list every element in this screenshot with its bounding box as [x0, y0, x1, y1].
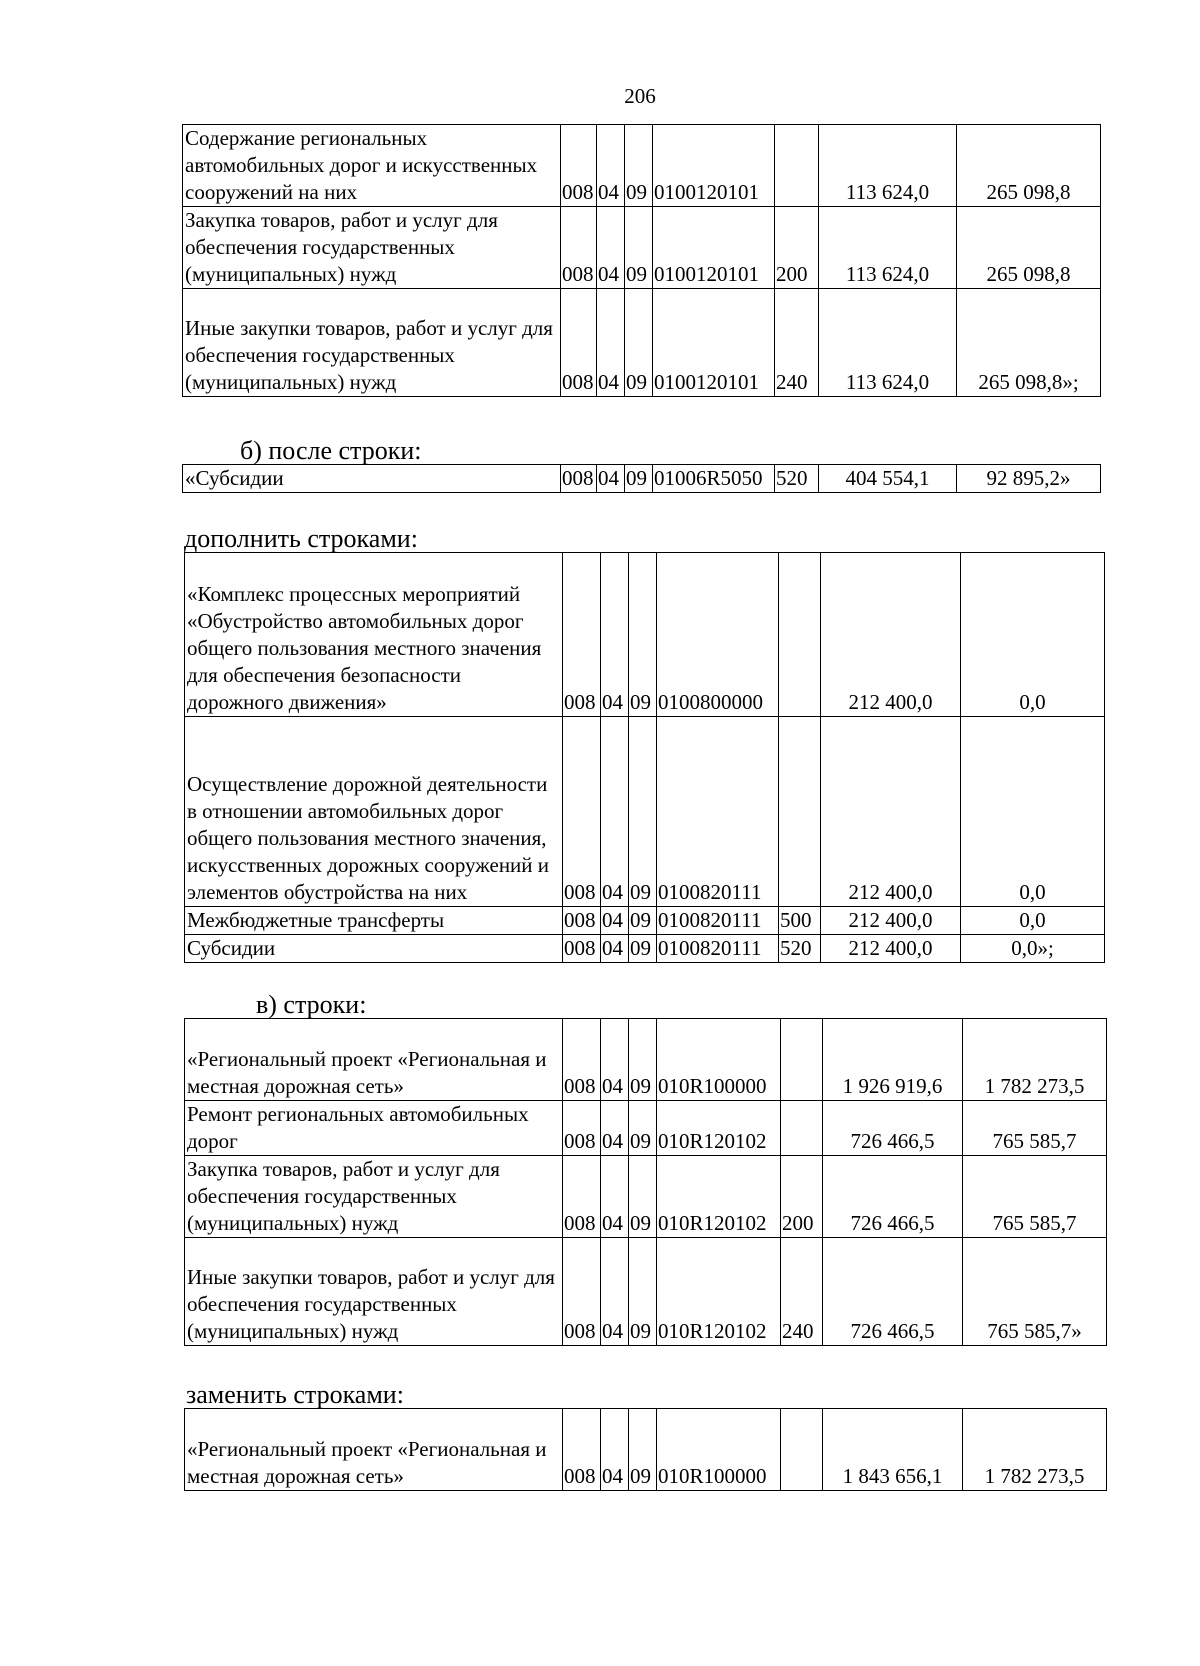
amount-year-2: 265 098,8: [957, 125, 1101, 207]
code-subsection: 09: [625, 465, 653, 493]
table-row: [185, 1156, 1107, 1238]
row-name: Содержание региональных автомобильных дорог и искусственных сооружений на них: [183, 125, 561, 207]
code-section: 04: [597, 207, 625, 289]
code-admin: 008: [563, 935, 601, 963]
row-name: Закупка товаров, работ и услуг для обеспечения государственных (муниципальных) нужд: [185, 1156, 563, 1238]
code-admin: 008: [561, 289, 597, 397]
amount-year-2: 1 782 273,5: [963, 1019, 1107, 1101]
code-subsection: 09: [629, 907, 657, 935]
code-section: 04: [601, 935, 629, 963]
code-subsection: 09: [625, 207, 653, 289]
row-name: Ремонт региональных автомобильных дорог: [185, 1101, 563, 1156]
code-section: 04: [601, 553, 629, 717]
code-expense-type: [779, 553, 821, 717]
code-subsection: 09: [629, 935, 657, 963]
amount-year-2: 0,0: [961, 907, 1105, 935]
amount-year-1: 212 400,0: [821, 717, 961, 907]
page-number: 206: [624, 84, 656, 108]
amount-year-2: 0,0: [961, 717, 1105, 907]
code-expense-type: 200: [781, 1156, 823, 1238]
table-row: [185, 717, 1105, 907]
code-admin: 008: [563, 907, 601, 935]
code-admin: 008: [563, 717, 601, 907]
code-admin: 008: [563, 1409, 601, 1491]
code-target: 0100120101: [653, 207, 775, 289]
table-row: [185, 1409, 1107, 1491]
code-section: 04: [601, 1409, 629, 1491]
code-expense-type: [779, 717, 821, 907]
amount-year-1: 113 624,0: [819, 125, 957, 207]
code-section: 04: [601, 717, 629, 907]
code-target: 010R120102: [657, 1156, 781, 1238]
code-target: 0100120101: [653, 289, 775, 397]
code-section: 04: [597, 465, 625, 493]
code-section: 04: [601, 1101, 629, 1156]
table-row: [185, 1101, 1107, 1156]
code-subsection: 09: [625, 125, 653, 207]
code-target: 0100800000: [657, 553, 779, 717]
code-subsection: 09: [629, 553, 657, 717]
code-expense-type: [781, 1019, 823, 1101]
amount-year-1: 113 624,0: [819, 289, 957, 397]
amount-year-2: 765 585,7»: [963, 1238, 1107, 1346]
code-admin: 008: [563, 1019, 601, 1101]
row-name: «Комплекс процессных мероприятий «Обустройство автомобильных дорог общего пользования местного значения для обеспечения безопасности дорожного движения»: [185, 553, 563, 717]
row-name: Закупка товаров, работ и услуг для обеспечения государственных (муниципальных) нужд: [183, 207, 561, 289]
table-row: [183, 125, 1101, 207]
table-row: [183, 289, 1101, 397]
code-admin: 008: [563, 1156, 601, 1238]
code-expense-type: [781, 1409, 823, 1491]
row-name: Осуществление дорожной деятельности в отношении автомобильных дорог общего пользования местного значения, искусственных дорожных сооружений и элементов обустройства на них: [185, 717, 563, 907]
amount-year-1: 726 466,5: [823, 1156, 963, 1238]
section-heading-b: б) после строки:: [240, 436, 422, 465]
table-row: [185, 935, 1105, 963]
amount-year-2: 265 098,8: [957, 207, 1101, 289]
code-section: 04: [601, 1019, 629, 1101]
row-name: Иные закупки товаров, работ и услуг для обеспечения государственных (муниципальных) нужд: [185, 1238, 563, 1346]
code-section: 04: [597, 125, 625, 207]
amount-year-1: 726 466,5: [823, 1101, 963, 1156]
code-expense-type: 240: [781, 1238, 823, 1346]
row-name: «Региональный проект «Региональная и местная дорожная сеть»: [185, 1409, 563, 1491]
table-section-d: [184, 1018, 1107, 1346]
amount-year-2: 765 585,7: [963, 1101, 1107, 1156]
code-expense-type: 240: [775, 289, 819, 397]
code-admin: 008: [561, 465, 597, 493]
section-heading-e: заменить строками:: [186, 1380, 404, 1409]
table-section-e: [184, 1408, 1107, 1491]
code-expense-type: [775, 125, 819, 207]
row-name: Субсидии: [185, 935, 563, 963]
amount-year-2: 1 782 273,5: [963, 1409, 1107, 1491]
amount-year-1: 1 843 656,1: [823, 1409, 963, 1491]
code-admin: 008: [563, 1101, 601, 1156]
code-target: 0100820111: [657, 907, 779, 935]
row-name: «Региональный проект «Региональная и местная дорожная сеть»: [185, 1019, 563, 1101]
code-subsection: 09: [629, 1156, 657, 1238]
table-row: [185, 553, 1105, 717]
table-row: [183, 465, 1101, 493]
code-expense-type: 200: [775, 207, 819, 289]
table-row: [185, 907, 1105, 935]
section-heading-c: дополнить строками:: [184, 524, 418, 553]
code-admin: 008: [563, 1238, 601, 1346]
table-row: [185, 1019, 1107, 1101]
code-expense-type: [781, 1101, 823, 1156]
code-admin: 008: [561, 125, 597, 207]
code-section: 04: [597, 289, 625, 397]
table-section-a: [182, 124, 1101, 397]
amount-year-1: 404 554,1: [819, 465, 957, 493]
amount-year-1: 726 466,5: [823, 1238, 963, 1346]
code-subsection: 09: [629, 1409, 657, 1491]
code-subsection: 09: [629, 717, 657, 907]
code-target: 010R100000: [657, 1409, 781, 1491]
table-row: [183, 207, 1101, 289]
amount-year-1: 212 400,0: [821, 935, 961, 963]
amount-year-2: 0,0: [961, 553, 1105, 717]
row-name: Иные закупки товаров, работ и услуг для обеспечения государственных (муниципальных) нужд: [183, 289, 561, 397]
table-section-c: [184, 552, 1105, 963]
amount-year-2: 765 585,7: [963, 1156, 1107, 1238]
amount-year-1: 113 624,0: [819, 207, 957, 289]
row-name: «Субсидии: [183, 465, 561, 493]
section-heading-d: в) строки:: [256, 990, 367, 1019]
code-target: 010R120102: [657, 1101, 781, 1156]
code-expense-type: 520: [775, 465, 819, 493]
row-name: Межбюджетные трансферты: [185, 907, 563, 935]
code-target: 0100820111: [657, 717, 779, 907]
code-target: 0100820111: [657, 935, 779, 963]
table-row: [185, 1238, 1107, 1346]
amount-year-2: 92 895,2»: [957, 465, 1101, 493]
code-subsection: 09: [629, 1101, 657, 1156]
code-admin: 008: [561, 207, 597, 289]
amount-year-2: 265 098,8»;: [957, 289, 1101, 397]
amount-year-1: 212 400,0: [821, 907, 961, 935]
code-expense-type: 500: [779, 907, 821, 935]
amount-year-1: 212 400,0: [821, 553, 961, 717]
code-section: 04: [601, 1156, 629, 1238]
table-section-b: [182, 464, 1101, 493]
code-target: 0100120101: [653, 125, 775, 207]
code-admin: 008: [563, 553, 601, 717]
code-target: 01006R5050: [653, 465, 775, 493]
code-section: 04: [601, 1238, 629, 1346]
code-section: 04: [601, 907, 629, 935]
code-subsection: 09: [629, 1019, 657, 1101]
code-target: 010R120102: [657, 1238, 781, 1346]
amount-year-2: 0,0»;: [961, 935, 1105, 963]
code-subsection: 09: [625, 289, 653, 397]
amount-year-1: 1 926 919,6: [823, 1019, 963, 1101]
code-target: 010R100000: [657, 1019, 781, 1101]
code-expense-type: 520: [779, 935, 821, 963]
code-subsection: 09: [629, 1238, 657, 1346]
